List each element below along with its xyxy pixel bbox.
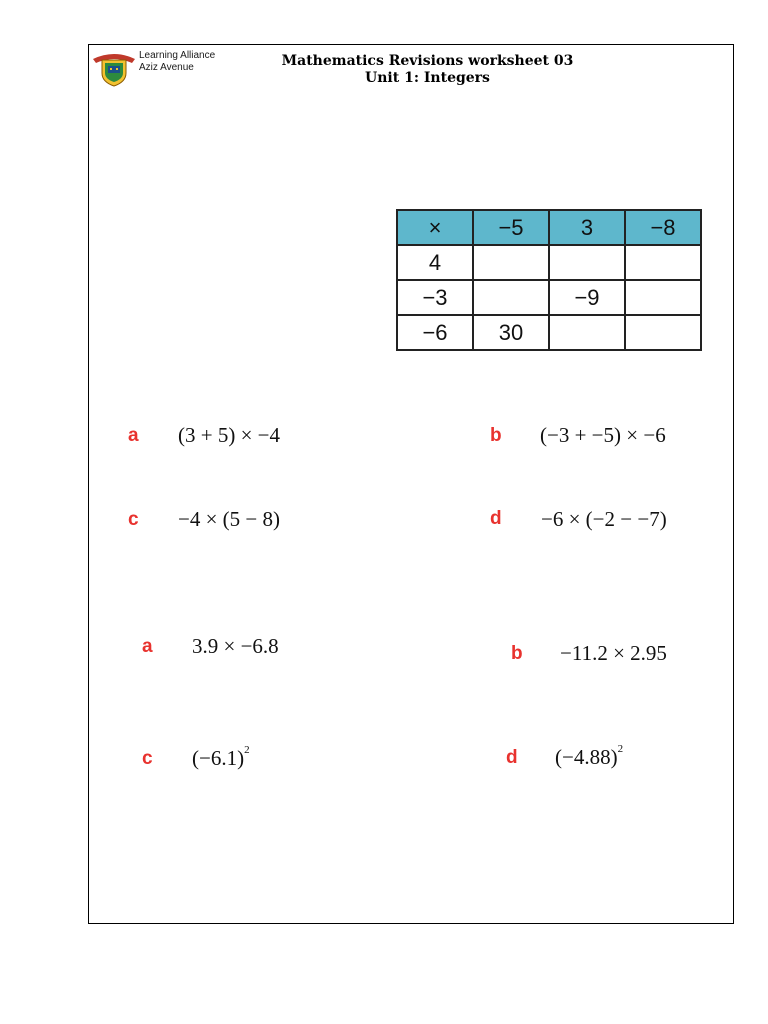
page-border xyxy=(88,44,734,924)
question-expression-d xyxy=(555,745,623,770)
grid-header-cell: −8 xyxy=(625,210,701,245)
expression-base: (−4.88) xyxy=(555,745,618,769)
question-expression-c xyxy=(192,746,250,771)
question-label-d: d xyxy=(490,508,502,529)
question-label-c: c xyxy=(128,509,139,530)
school-name-line2: Aziz Avenue xyxy=(139,62,194,73)
question-expression-c: −4 × (5 − 8) xyxy=(178,507,281,531)
grid-header-row xyxy=(397,210,701,245)
grid-cell: 30 xyxy=(473,315,549,350)
grid-cell xyxy=(625,280,701,315)
grid-header-cell: 3 xyxy=(549,210,625,245)
grid-row xyxy=(397,315,701,350)
school-name xyxy=(139,50,215,74)
question-expression-d: −6 × (−2 − −7) xyxy=(541,507,667,531)
expression-exponent: 2 xyxy=(617,743,624,755)
question-expression-a: 3.9 × −6.8 xyxy=(192,634,279,658)
grid-header-cell: × xyxy=(397,210,473,245)
grid-cell: 4 xyxy=(397,245,473,280)
question-expression-a: (3 + 5) × −4 xyxy=(178,423,281,447)
grid-cell xyxy=(625,315,701,350)
grid-cell: −9 xyxy=(549,280,625,315)
multiplication-grid xyxy=(396,209,702,351)
worksheet-title xyxy=(240,53,615,87)
grid-cell xyxy=(625,245,701,280)
grid-row xyxy=(397,280,701,315)
school-crest-logo xyxy=(91,47,137,87)
school-name-line1: Learning Alliance xyxy=(139,50,216,61)
grid-cell: −6 xyxy=(397,315,473,350)
grid-cell xyxy=(473,280,549,315)
expression-exponent: 2 xyxy=(244,744,250,756)
grid-row xyxy=(397,245,701,280)
grid-cell xyxy=(549,245,625,280)
question-label-c: c xyxy=(142,748,153,769)
question-expression-b: (−3 + −5) × −6 xyxy=(540,423,666,447)
question-label-a: a xyxy=(142,636,153,657)
question-label-d: d xyxy=(506,747,518,768)
grid-cell xyxy=(473,245,549,280)
grid-header-cell: −5 xyxy=(473,210,549,245)
question-label-a: a xyxy=(128,425,139,446)
title-line1: Mathematics Revisions worksheet 03 xyxy=(281,53,574,69)
grid-cell xyxy=(549,315,625,350)
question-label-b: b xyxy=(511,643,523,664)
question-label-b: b xyxy=(490,425,502,446)
question-expression-b: −11.2 × 2.95 xyxy=(560,641,667,665)
title-line2: Unit 1: Integers xyxy=(365,70,490,86)
grid-cell: −3 xyxy=(397,280,473,315)
expression-base: (−6.1) xyxy=(192,746,245,770)
